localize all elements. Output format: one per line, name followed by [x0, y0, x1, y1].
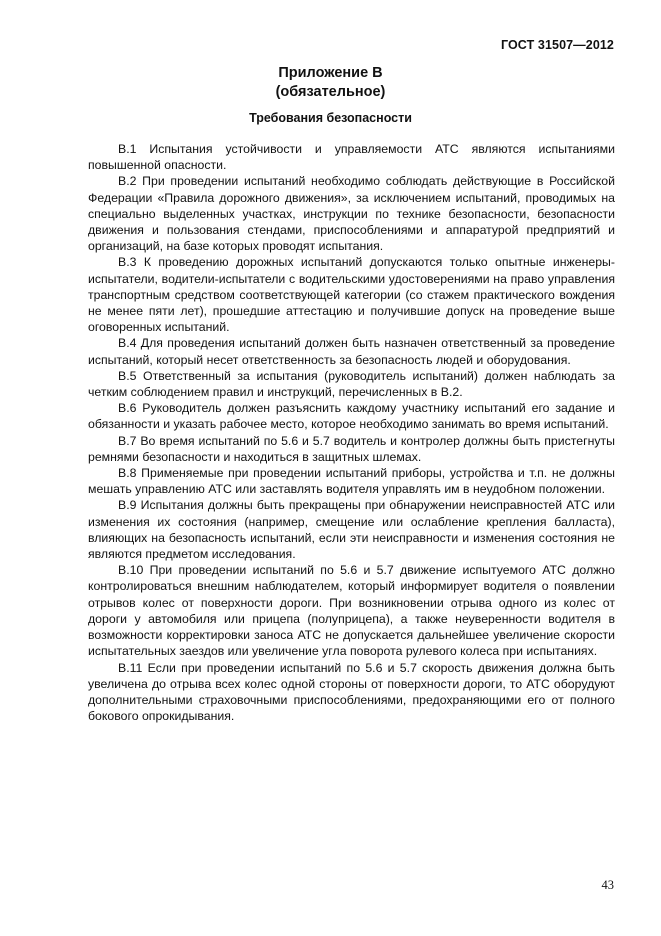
paragraph-b1: В.1 Испытания устойчивости и управляемости АТС являются испытаниями повышенной опасности.: [88, 142, 615, 173]
paragraph-b8: В.8 Применяемые при проведении испытаний приборы, устройства и т.п. не должны мешать управлению АТС или заставлять водителя управлять им в неудобном положении.: [88, 466, 615, 497]
paragraph-b11: В.11 Если при проведении испытаний по 5.6 и 5.7 скорость движения должна быть увеличена до отрыва всех колес одной стороны от поверхности дороги, то АТС оборудуют дополнительными страховочными приспособлениями, предохраняющими его от полного бокового опрокидывания.: [88, 660, 615, 724]
paragraph-b10: В.10 При проведении испытаний по 5.6 и 5.7 движение испытуемого АТС должно контролироваться внешним наблюдателем, который информирует водителя о появлении отрывов колес от поверхности дороги. При возникновении отрыва одного из колес от дороги у автомобиля или прицепа (полуприцепа), а также неуверенности водителя в возможности корректировки заноса АТС не допускается дальнейшее увеличение скорости испытательных заездов или увеличение угла поворота рулевого колеса при испытаниях.: [88, 563, 615, 659]
appendix-subtitle: (обязательное): [275, 84, 386, 100]
document-code: ГОСТ 31507—2012: [500, 38, 614, 52]
section-title: Требования безопасности: [249, 111, 412, 125]
body-text: [88, 141, 615, 724]
paragraph-b4: В.4 Для проведения испытаний должен быть назначен ответственный за проведение испытаний, который несет ответственность за безопасность людей и оборудования.: [88, 336, 615, 367]
paragraph-b9: В.9 Испытания должны быть прекращены при обнаружении неисправностей АТС или изменения их состояния (например, смещение или ослабление крепления балласта), влияющих на безопасность испытаний, если эти неисправности и изменения состояния не являются предметом исследования.: [88, 498, 615, 562]
appendix-heading: [0, 64, 661, 102]
paragraph-b2: В.2 При проведении испытаний необходимо соблюдать действующие в Российской Федерации «Правила дорожного движения», за исключением испытаний, проводимых на специально выделенных участках, инструкции по технике безопасности, безопасности движения и пользования стендами, приспособлениями и аппаратурой предприятий и организаций, на базе которых проводят испытания.: [88, 174, 615, 254]
appendix-title: Приложение В: [278, 65, 383, 81]
paragraph-b7: В.7 Во время испытаний по 5.6 и 5.7 водитель и контролер должны быть пристегнуты ремнями безопасности и находиться в защитных шлемах.: [88, 433, 615, 464]
paragraph-b5: В.5 Ответственный за испытания (руководитель испытаний) должен наблюдать за четким соблюдением правил и инструкций, перечисленных в В.2.: [88, 368, 615, 400]
paragraph-b6: В.6 Руководитель должен разъяснить каждому участнику испытаний его задание и обязанности и указать рабочее место, которое необходимо занимать во время испытаний.: [88, 401, 615, 432]
page-number: 43: [601, 878, 614, 892]
paragraph-b3: В.3 К проведению дорожных испытаний допускаются только опытные инженеры-испытатели, водители-испытатели с водительскими удостоверениями на право управления транспортным средством соответствующей категории (со стажем практического вождения не менее пяти лет), прошедшие аттестацию и получившие допуск на проведение выше оговоренных испытаний.: [88, 255, 615, 335]
